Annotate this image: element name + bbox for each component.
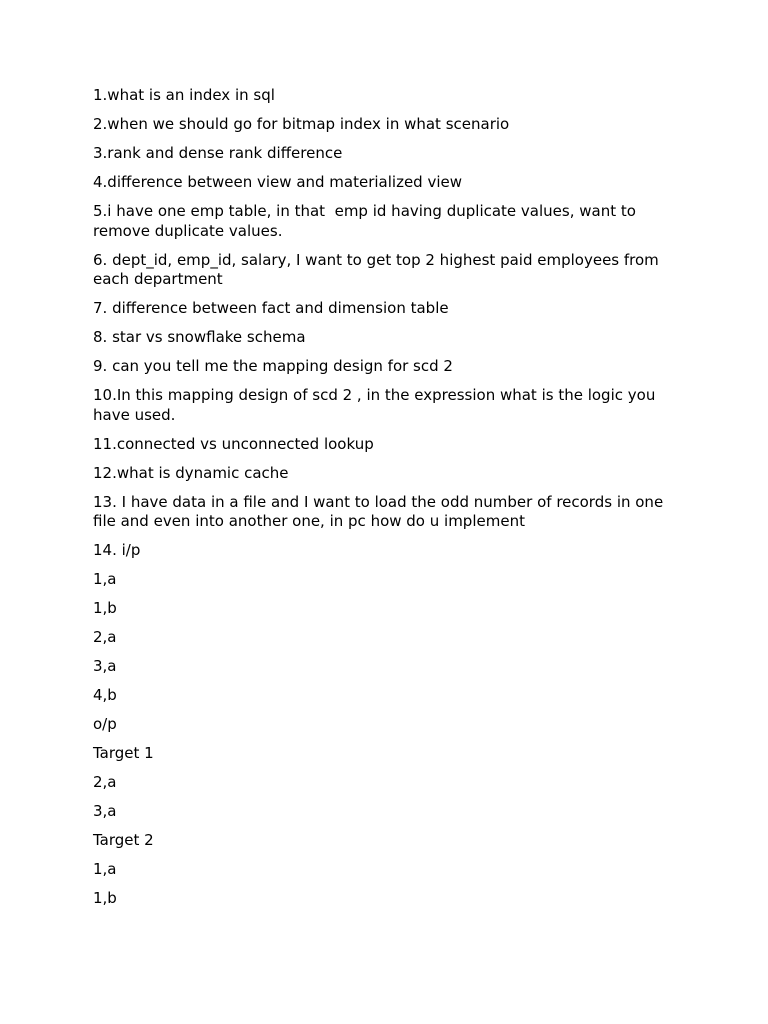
target-2-row: 1,a: [93, 860, 117, 878]
target-2-heading: Target 2: [93, 831, 154, 849]
question-12: 12.what is dynamic cache: [93, 463, 289, 482]
target-2-row: 1,b: [93, 889, 117, 907]
input-row: 1,a: [93, 570, 117, 588]
output-heading: o/p: [93, 715, 117, 733]
question-11: 11.connected vs unconnected lookup: [93, 434, 374, 453]
input-row: 3,a: [93, 657, 117, 675]
question-1: 1.what is an index in sql: [93, 86, 275, 104]
question-14: 14. i/p: [93, 541, 141, 559]
question-2: 2.when we should go for bitmap index in what scenario: [93, 115, 510, 133]
target-1-row: 2,a: [93, 773, 117, 791]
question-10: 10.In this mapping design of scd 2 , in the expression what is the logic you have used.: [93, 386, 661, 424]
question-5: 5.i have one emp table, in that emp id having duplicate values, want to remove duplicate values.: [93, 202, 641, 240]
target-1-heading: Target 1: [93, 744, 154, 762]
question-4: 4.difference between view and materialized view: [93, 173, 463, 191]
target-1-row: 3,a: [93, 802, 117, 820]
question-8: 8. star vs snowflake schema: [93, 328, 306, 346]
question-3: 3.rank and dense rank difference: [93, 144, 343, 162]
document-body: [93, 86, 683, 918]
question-6: 6. dept_id, emp_id, salary, I want to get top 2 highest paid employees from each department: [93, 250, 664, 288]
input-row: 2,a: [93, 628, 117, 646]
question-7: 7. difference between fact and dimension table: [93, 299, 449, 317]
question-13: 13. I have data in a file and I want to load the odd number of records in one file and even into another one, in pc how do u implement: [93, 492, 668, 530]
input-row: 1,b: [93, 599, 117, 617]
input-row: 4,b: [93, 686, 117, 704]
question-9: 9. can you tell me the mapping design for scd 2: [93, 357, 453, 375]
